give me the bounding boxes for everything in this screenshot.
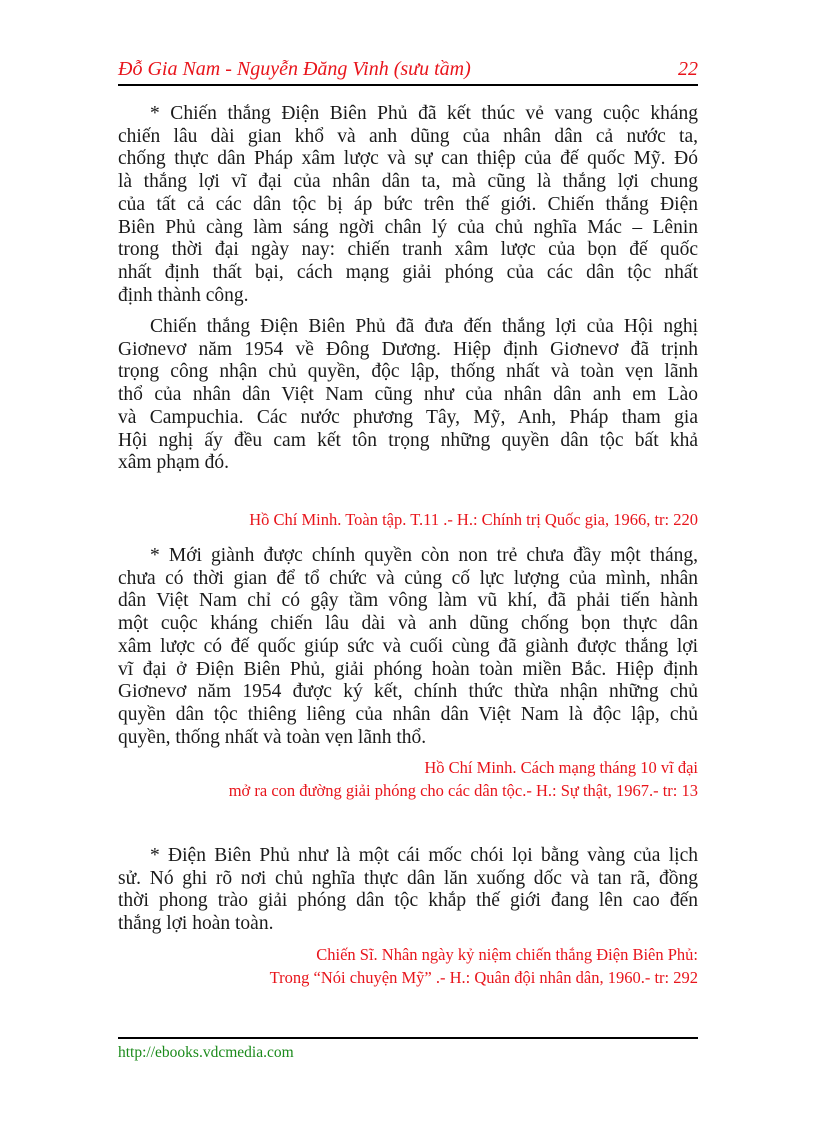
citation-line: Trong “Nói chuyện Mỹ” .- H.: Quân đội nhân dân, 1960.- tr: 292 [269,967,698,987]
paragraph [118,545,698,749]
text-line: dân Việt Nam chỉ có gậy tầm vông làm vũ khí, đã phải tiến hành [118,590,698,612]
text-line: chiến lâu dài gian khổ và anh dũng của nhân dân cả nước ta, [118,125,698,147]
text-line: nhất định thất bại, cách mạng giải phóng của các dân tộc nhất [118,261,698,283]
citation-line: Chiến Sĩ. Nhân ngày kỷ niệm chiến thắng Điện Biên Phủ: [316,945,698,964]
text-line: Giơnevơ năm 1954 được ký kết, chính thức thừa nhận những chủ [118,681,698,703]
text-line: trọng công nhận chủ quyền, độc lập, thống nhất và toàn vẹn lãnh [118,361,698,383]
text-line: * Mới giành được chính quyền còn non trẻ chưa đầy một tháng, [150,545,698,566]
paragraph [118,316,698,475]
text-line: thổ của nhân dân Việt Nam cũng như của nhân dân anh em Lào [118,384,698,406]
text-line: chưa có thời gian để tổ chức và củng cố lực lượng của mình, nhân [118,567,698,589]
text-line: sử. Nó ghi rõ nơi chủ nghĩa thực dân lăn xuống dốc và tan rã, đồng [118,867,698,889]
footer-rule [118,1037,698,1039]
text-line: thời phong trào giải phóng dân tộc khắp thế giới đang lên cao đến [118,890,698,912]
citation-line: Hồ Chí Minh. Cách mạng tháng 10 vĩ đại [424,758,698,777]
text-line: quyền, thống nhất và toàn vẹn lãnh thổ. [118,726,427,748]
text-line: quyền dân tộc thiêng liêng của nhân dân Việt Nam là độc lập, chủ [118,703,698,725]
text-line: định thành công. [118,284,249,306]
citation-line: mở ra con đường giải phóng cho các dân tộc.- H.: Sự thật, 1967.- tr: 13 [228,780,698,800]
text-line: xâm lược có đế quốc giúp sức và cuối cùng đã giành được thắng lợi [118,635,698,657]
citation-line: Hồ Chí Minh. Toàn tập. T.11 .- H.: Chính trị Quốc gia, 1966, tr: 220 [249,510,698,529]
text-line: * Điện Biên Phủ như là một cái mốc chói lọi bằng vàng của lịch [150,845,698,866]
text-line: của tất cả các dân tộc bị áp bức trên thế giới. Chiến thắng Điện [118,193,698,215]
text-line: và Campuchia. Các nước phương Tây, Mỹ, Anh, Pháp tham gia [118,406,698,428]
text-line: Chiến thắng Điện Biên Phủ đã đưa đến thắng lợi của Hội nghị [150,316,698,337]
page-number: 22 [678,58,698,80]
text-line: thắng lợi hoàn toàn. [118,913,274,935]
text-line: xâm phạm đó. [118,452,230,474]
text-line: Giơnevơ năm 1954 về Đông Dương. Hiệp định Giơnevơ đã trịnh [118,338,698,360]
header-rule [118,84,698,86]
text-line: Hội nghị ấy đều cam kết tôn trọng những quyền dân tộc bất khả [118,429,698,451]
text-line: * Chiến thắng Điện Biên Phủ đã kết thúc vẻ vang cuộc kháng [150,103,698,124]
citation [118,509,698,532]
text-line: một cuộc kháng chiến lâu dài và anh dũng chống bọn thực dân [118,613,698,635]
header-title: Đỗ Gia Nam - Nguyễn Đăng Vinh (sưu tầm) [118,58,471,80]
paragraph [118,103,698,307]
footer-url[interactable]: http://ebooks.vdcmedia.com [118,1044,294,1061]
text-line: chống thực dân Pháp xâm lược và sự can thiệp của đế quốc Mỹ. Đó [118,148,698,170]
text-line: vĩ đại ở Điện Biên Phủ, giải phóng hoàn toàn miền Bắc. Hiệp định [118,658,698,680]
citation [118,757,698,802]
paragraph [118,845,698,936]
citation [118,944,698,989]
page-header [118,58,698,82]
text-line: trong thời đại ngày nay: chiến tranh xâm lược của bọn đế quốc [118,239,698,261]
text-line: Biên Phủ càng làm sáng ngời chân lý của chủ nghĩa Mác – Lênin [118,216,698,238]
text-line: là thắng lợi vĩ đại của nhân dân ta, mà cũng là thắng lợi chung [118,171,698,193]
